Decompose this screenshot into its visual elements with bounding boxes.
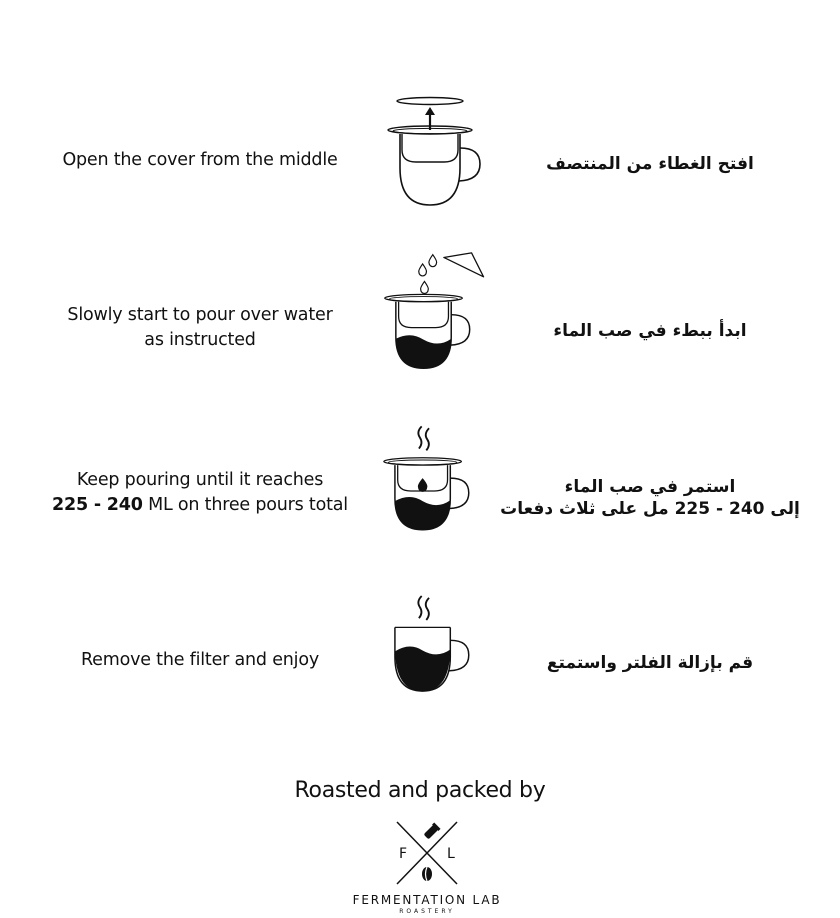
step-2-arabic-text: ابدأ ببطء في صب الماء [553, 321, 747, 341]
step-1-arabic-text: افتح الغطاء من المنتصف [546, 154, 754, 174]
step-2-english-text: Slowly start to pour over water as instructed [67, 305, 333, 350]
brand-name: FERMENTATION LAB [352, 893, 502, 907]
brand-subtitle: ROASTERY [399, 908, 455, 915]
cup-pour-water-icon [370, 245, 490, 377]
logo-letter-f: F [399, 846, 408, 862]
cup-steaming-coffee-icon [370, 588, 490, 700]
vial-icon [423, 822, 441, 840]
step-4-arabic-text: قم بإزالة الفلتر واستمتع [546, 653, 754, 673]
cup-with-lifted-cover-icon [370, 90, 490, 215]
step-3-english-text: Keep pouring until it reaches 225 - 240 ML on three pours total [52, 470, 348, 515]
logo-letter-l: L [447, 846, 455, 862]
step-4-english-text: Remove the filter and enjoy [80, 650, 319, 670]
fermentation-lab-logo [391, 818, 463, 890]
step-3-arabic-text: استمر في صب الماء إلى 240 - 225 مل على ثلاث دفعات [500, 477, 800, 519]
step-1-english-text: Open the cover from the middle [62, 150, 338, 170]
cup-keep-pouring-icon [370, 418, 490, 540]
footer-title: Roasted and packed by [294, 778, 546, 803]
coffee-bean-icon [422, 867, 432, 881]
